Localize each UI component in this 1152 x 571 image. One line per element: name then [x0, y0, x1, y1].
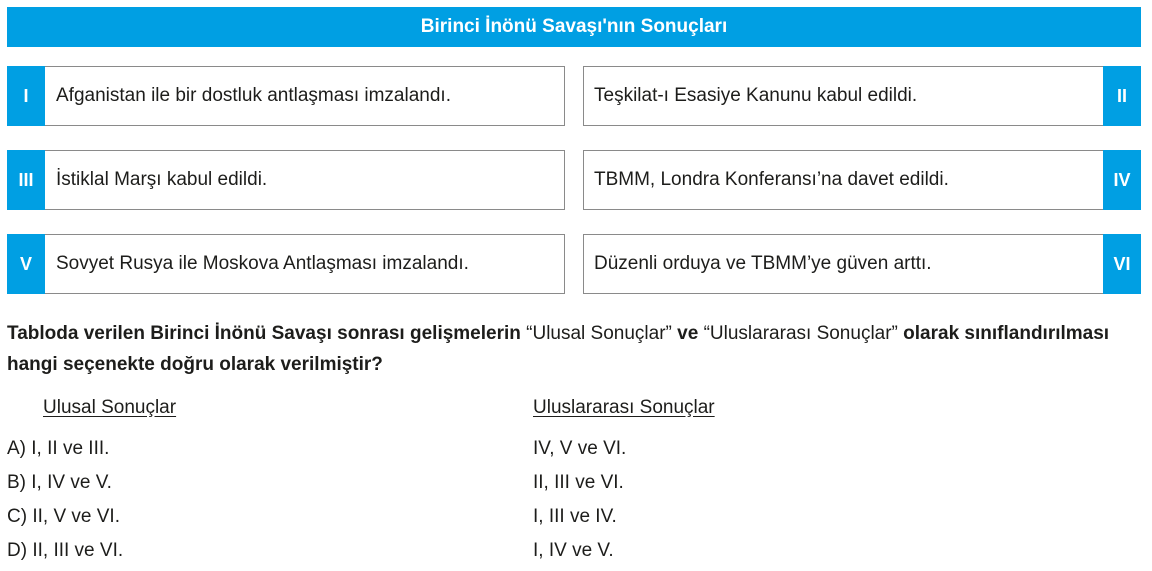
- option-d-international: I, IV ve V.: [533, 540, 614, 561]
- option-d-national[interactable]: D) II, III ve VI.: [7, 540, 124, 561]
- item-card-vi: [583, 234, 1141, 294]
- item-number: IV: [1103, 150, 1141, 210]
- item-number: V: [7, 234, 45, 294]
- question-part: olarak sınıflandırılması hangi seçenekte doğru olarak verilmiştir?: [7, 323, 1110, 375]
- item-card-i: [7, 66, 565, 126]
- option-a-national[interactable]: A) I, II ve III.: [7, 438, 110, 459]
- column-header-national: Ulusal Sonuçlar: [43, 397, 177, 418]
- item-text: TBMM, Londra Konferansı’na davet edildi.: [594, 169, 949, 190]
- item-number: VI: [1103, 234, 1141, 294]
- option-c-national[interactable]: C) II, V ve VI.: [7, 506, 120, 527]
- item-card-iii: [7, 150, 565, 210]
- item-number: III: [7, 150, 45, 210]
- item-card-iv: [583, 150, 1141, 210]
- item-number: I: [7, 66, 45, 126]
- item-number: II: [1103, 66, 1141, 126]
- item-text: İstiklal Marşı kabul edildi.: [56, 169, 268, 190]
- question-part: ve: [677, 323, 699, 344]
- item-text: Düzenli orduya ve TBMM’ye güven arttı.: [594, 253, 932, 274]
- question-term: “Uluslararası Sonuçlar”: [703, 323, 898, 344]
- item-card-v: [7, 234, 565, 294]
- question-text: [7, 318, 1142, 380]
- item-text: Sovyet Rusya ile Moskova Antlaşması imzalandı.: [56, 253, 469, 274]
- item-text: Afganistan ile bir dostluk antlaşması imzalandı.: [56, 85, 451, 106]
- item-text: Teşkilat-ı Esasiye Kanunu kabul edildi.: [594, 85, 918, 106]
- question-part: Tabloda verilen Birinci İnönü Savaşı sonrası gelişmelerin: [7, 323, 521, 344]
- option-b-international: II, III ve VI.: [533, 472, 624, 493]
- option-b-national[interactable]: B) I, IV ve V.: [7, 472, 112, 493]
- item-card-ii: [583, 66, 1141, 126]
- option-c-international: I, III ve IV.: [533, 506, 617, 527]
- column-header-international: Uluslararası Sonuçlar: [533, 397, 715, 418]
- option-a-international: IV, V ve VI.: [533, 438, 627, 459]
- question-term: “Ulusal Sonuçlar”: [526, 323, 672, 344]
- table-title: Birinci İnönü Savaşı'nın Sonuçları: [7, 7, 1141, 47]
